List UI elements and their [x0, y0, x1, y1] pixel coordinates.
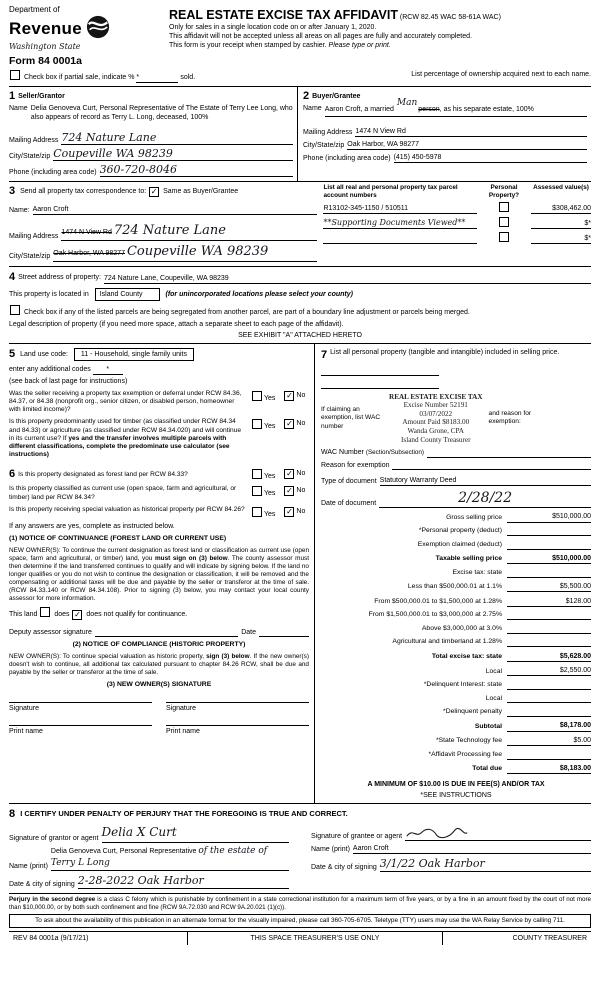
- segregated-checkbox[interactable]: [10, 305, 20, 315]
- notice-compliance-title: (2) NOTICE OF COMPLIANCE (HISTORIC PROPERTY): [72, 640, 246, 648]
- fin-label-delinquent-interest: *Delinquent Interest: state: [423, 681, 502, 689]
- county-treasurer-label: COUNTY TREASURER: [512, 934, 587, 942]
- buyer-name-part1: Aaron Croft, a married: [324, 105, 396, 113]
- correspondence-name-value[interactable]: Aaron Croft: [33, 205, 318, 215]
- form-header: [9, 5, 591, 53]
- form-title: REAL ESTATE EXCISE TAX AFFIDAVIT: [169, 8, 398, 22]
- dor-logo-block: [9, 5, 159, 53]
- q6b-yes-checkbox[interactable]: [252, 486, 262, 496]
- street-address-value[interactable]: 724 Nature Lane, Coupeville, WA 98239: [104, 274, 591, 284]
- notice2-pre: NEW OWNER(S): To continue special valuation as historic property,: [9, 652, 207, 660]
- fin-value-gross[interactable]: $510,000.00: [507, 512, 591, 522]
- grantee-print-name-value[interactable]: Aaron Croft: [353, 844, 591, 854]
- grantee-signature-scribble: [405, 832, 469, 839]
- no-label: No: [296, 507, 306, 515]
- new-owner-signature-1[interactable]: Signature: [9, 702, 152, 713]
- q5a-no-checkbox[interactable]: ✓: [286, 390, 293, 400]
- legal-description-value[interactable]: SEE EXHIBIT "A" ATTACHED HERETO: [238, 332, 362, 340]
- partial-sale-label: Check box if partial sale, indicate %: [23, 73, 135, 81]
- deputy-date-field[interactable]: [259, 628, 309, 637]
- parcel-table: [323, 184, 591, 261]
- fin-value-agricultural[interactable]: [507, 638, 591, 647]
- fin-value-exemption-deduct[interactable]: [507, 541, 591, 550]
- fin-value-taxable[interactable]: $510,000.00: [507, 554, 591, 564]
- notice1-post: . The county assessor must then determine if the land transferred continues to qualify and will indicate by signing below. If the land no longer qualifies or you do not wish to continue the designation or classification, it will be removed and the compensating or additional taxes will be due and payable by the seller or transferor at the time of sale. (RCW 84.33.140 or RCW 84.34.108). Prior to signing (3) below, you may contact your local county assessor for more information.: [9, 554, 309, 602]
- fin-label-tier3: From $1,500,000.01 to $3,000,000 at 2.75%: [368, 611, 502, 619]
- personal-property-list-label: List all personal property (tangible and intangible) included in selling price.: [330, 349, 560, 357]
- washington-state-label: Washington State: [9, 42, 81, 52]
- fin-label-tier2: From $500,000.01 to $1,500,000 at 1.28%: [374, 597, 502, 605]
- fin-label-delinquent-local: Local: [485, 694, 502, 702]
- grantor-date-city-value[interactable]: 2-28-2022 Oak Harbor: [77, 873, 204, 887]
- partial-sale-row: [9, 70, 591, 87]
- fin-label-exemption-deduct: Exemption claimed (deduct): [417, 540, 502, 548]
- seller-city-label: City/State/zip: [9, 153, 51, 161]
- deputy-assessor-signature-field[interactable]: [95, 628, 238, 637]
- correspondence-city-struck: Oak Harbor, WA 98277: [53, 249, 125, 257]
- fin-label-taxable: Taxable selling price: [435, 555, 502, 563]
- exemption-claim-text-2: and reason for exemption:: [488, 409, 532, 426]
- if-yes-note: If any answers are yes, complete as instructed below.: [9, 522, 175, 530]
- grantee-signature[interactable]: [405, 827, 591, 841]
- fin-label-tier4: Above $3,000,000 at 3.0%: [421, 624, 502, 632]
- fin-label-excise-state: Excise tax: state: [452, 568, 502, 576]
- land-use-code-value[interactable]: 11 - Household, single family units: [74, 348, 194, 361]
- property-address-section: [9, 267, 591, 345]
- section-5-number: 5: [9, 348, 16, 361]
- partial-sale-percent-field[interactable]: *: [136, 73, 178, 83]
- fin-value-excise-state[interactable]: [507, 569, 591, 578]
- see-back-note: (see back of last page for instructions): [9, 377, 128, 385]
- fin-value-personal-deduct[interactable]: [507, 527, 591, 536]
- grantor-signature[interactable]: Delia X Curt: [101, 824, 177, 839]
- does-label: does: [54, 610, 70, 618]
- seller-grantor-title: Seller/Grantor: [18, 92, 65, 100]
- yes-label: Yes: [264, 423, 276, 431]
- minimum-fee-note: A MINIMUM OF $10.00 IS DUE IN FEE(S) AND/OR TAX: [367, 781, 545, 789]
- yes-label: Yes: [264, 490, 276, 498]
- exemption-claim-text-1: If claiming an exemption, list WAC number: [321, 405, 381, 430]
- section-4-number: 4: [9, 270, 16, 283]
- correspondence-block: [9, 184, 323, 261]
- no-label: No: [296, 391, 306, 399]
- new-owner-print-name-1[interactable]: Print name: [9, 725, 152, 736]
- notice2-post: . If the new owner(s) doesn't wish to continue, all additional tax calculated pursuant to chapter 84.26 RCW, shall be due and payable by the seller or transferor at the time of sale.: [9, 652, 310, 676]
- fin-label-delinquent-penalty: *Delinquent penalty: [443, 708, 502, 716]
- seller-buyer-section: [9, 87, 591, 183]
- grantor-signature-label: Signature of grantor or agent: [9, 835, 99, 843]
- yes-label: Yes: [264, 510, 276, 518]
- fin-label-tier1: Less than $500,000.01 at 1.1%: [407, 583, 502, 591]
- personal-property-checkbox-2[interactable]: [499, 217, 509, 227]
- land-use-code-label: Land use code:: [20, 351, 68, 359]
- perjury-bold-text: Perjury in the second degree: [9, 896, 96, 903]
- seller-mailing-label: Mailing Address: [9, 137, 59, 145]
- buyer-phone-value[interactable]: (415) 450-5978: [394, 153, 587, 163]
- alternate-format-notice: To ask about the availability of this publication in an alternate format for the visually impaired, please call 360-705-6705. Teletype (TTY) users may use the WA Relay Service by calling 711.: [9, 914, 591, 928]
- q5a-yes-checkbox[interactable]: [252, 391, 262, 401]
- stamp-treasurer-name: Wanda Grone, CPA: [407, 427, 464, 436]
- q5b-yes-checkbox[interactable]: [252, 419, 262, 429]
- forest-land-question: Is this property designated as forest land per RCW 84.33?: [18, 470, 188, 478]
- rev-form-number: REV 84 0001a (9/17/21): [13, 934, 89, 942]
- buyer-grantee-title: Buyer/Grantee: [312, 92, 361, 100]
- seller-name-label: Name: [9, 104, 28, 112]
- date-of-document-label: Date of document: [321, 499, 377, 507]
- wac-number-field[interactable]: [427, 449, 591, 458]
- current-use-question: Is this property classified as current use (open space, farm and agricultural, or timber) land per RCW 84.34?: [9, 485, 237, 501]
- fin-label-tech-fee: *State Technology fee: [435, 737, 502, 745]
- fin-label-total-due: Total due: [472, 765, 502, 773]
- no-label: No: [296, 469, 306, 477]
- legal-description-label: Legal description of property (if you need more space, attach a separate sheet to each page of the affidavit).: [9, 321, 344, 329]
- fin-value-tier4[interactable]: [507, 625, 591, 634]
- dept-of-label: Department of: [9, 5, 60, 14]
- form-title-rcw: (RCW 82.45 WAC 58-61A WAC): [399, 14, 501, 21]
- notice1-pre: NEW OWNER(S): To continue the current designation as forest land or classification as current use (open space, farm and agricultural, or timber) land, you: [9, 546, 309, 562]
- correspondence-city-value[interactable]: [53, 244, 317, 262]
- fin-value-tier1[interactable]: $5,500.00: [507, 582, 591, 592]
- buyer-city-label: City/State/zip: [303, 141, 345, 149]
- parcel-number-2[interactable]: **Supporting Documents Viewed**: [323, 218, 477, 229]
- section-6-number: 6: [9, 467, 16, 480]
- fin-label-gross: Gross selling price: [446, 513, 502, 521]
- parcel-number-1[interactable]: R13102-345-1150 / 510511: [323, 204, 477, 214]
- grantee-date-city-label: Date & city of signing: [311, 864, 377, 872]
- seller-grantor-block: [9, 87, 297, 182]
- notice2-bold: sign (3) below: [206, 652, 250, 660]
- new-owner-print-name-2[interactable]: Print name: [166, 725, 309, 736]
- reason-for-exemption-field[interactable]: [392, 461, 591, 470]
- fin-value-total-state[interactable]: $5,628.00: [507, 652, 591, 662]
- deputy-assessor-label: Deputy assessor signature: [9, 628, 92, 636]
- stamp-amount-paid: Amount Paid $8183.00: [402, 418, 470, 427]
- revenue-wordmark: Revenue: [9, 18, 82, 38]
- fin-label-personal-deduct: *Personal property (deduct): [418, 527, 502, 535]
- form-number: Form 84 0001a: [9, 54, 82, 67]
- bottom-bar: [9, 931, 591, 945]
- header-note-1: Only for sales in a single location code on or after January 1, 2020.: [169, 24, 377, 32]
- this-land-label: This land: [9, 610, 38, 618]
- q5b-no-checkbox[interactable]: ✓: [286, 419, 293, 429]
- deputy-date-label: Date: [241, 628, 256, 636]
- title-block: [169, 5, 591, 53]
- timber-agriculture-question: [9, 418, 251, 459]
- stamp-area: [321, 393, 591, 445]
- certify-statement: I CERTIFY UNDER PENALTY OF PERJURY THAT THE FOREGOING IS TRUE AND CORRECT.: [20, 809, 348, 819]
- fin-value-total-due[interactable]: $8,183.00: [507, 764, 591, 774]
- segregated-label: Check box if any of the listed parcels are being segregated from another parcel, are part of a boundary line adjustment or parcels being merged.: [23, 308, 470, 316]
- notice-continuance-title: (1) NOTICE OF CONTINUANCE (FOREST LAND OR CURRENT USE): [9, 534, 227, 542]
- treasurer-stamp: [389, 393, 483, 445]
- header-note-2: This affidavit will not be accepted unless all areas on all pages are fully and accurately completed.: [169, 33, 472, 41]
- assessed-value-1[interactable]: $308,462.00: [531, 204, 591, 214]
- property-located-label: This property is located in: [9, 290, 89, 298]
- grantor-print-name-value[interactable]: [51, 846, 289, 870]
- buyer-name-label: Name: [303, 104, 322, 112]
- section-3-number: 3: [9, 185, 16, 198]
- correspondence-mailing-label: Mailing Address: [9, 232, 59, 240]
- wac-subsection-label: (Section/Subsection): [365, 449, 424, 457]
- additional-codes-label: enter any additional codes: [9, 365, 91, 373]
- assessed-value-3[interactable]: $*: [531, 234, 591, 244]
- buyer-name-value[interactable]: [324, 97, 587, 117]
- fin-label-agricultural: Agricultural and timberland at 1.28%: [392, 638, 502, 646]
- personal-property-blank-2[interactable]: [321, 379, 439, 389]
- correspondence-city-handwritten: Coupeville WA 98239: [126, 243, 269, 259]
- type-of-document-value[interactable]: Statutory Warranty Deed: [380, 476, 591, 486]
- grantee-print-name-label: Name (print): [311, 845, 350, 853]
- fin-label-local: Local: [485, 667, 502, 675]
- assessed-value-2[interactable]: $*: [531, 219, 591, 229]
- fin-value-subtotal[interactable]: $8,178.00: [507, 721, 591, 731]
- header-note-3: This form is your receipt when stamped by cashier.: [169, 42, 327, 50]
- fin-value-delinquent-interest[interactable]: [507, 681, 591, 690]
- fin-label-total-state: Total excise tax: state: [431, 653, 502, 661]
- fin-value-delinquent-local[interactable]: [507, 694, 591, 703]
- timber-question-normal: Is this property predominantly used for timber (as classified under RCW 84.34 and 84.33) or agriculture (as classified under RCW 84.34.020) and will continue in its current use? If: [9, 418, 242, 442]
- perjury-notice: [9, 894, 591, 914]
- left-column: [9, 344, 315, 803]
- seller-name-value[interactable]: Delia Genoveva Curt, Personal Representative of The Estate of Terry Lee Long, who also appears of record as Terry L. Long, deceased, 100%: [30, 104, 293, 121]
- grantor-signature-block: [9, 824, 289, 889]
- q6b-no-checkbox[interactable]: ✓: [286, 486, 293, 496]
- timber-question-bold: yes and the transfer involves multiple parcels with different classifications, complete the predominate use calculator (see instructions): [9, 434, 230, 459]
- does-not-checkbox[interactable]: ✓: [74, 609, 81, 619]
- fin-value-processing-fee[interactable]: [507, 751, 591, 760]
- section-1-number: 1: [9, 89, 16, 102]
- correspondence-mailing-value[interactable]: [61, 223, 317, 241]
- personal-property-checkbox-3[interactable]: [499, 232, 509, 242]
- wac-number-label: WAC Number: [321, 449, 364, 457]
- stamp-date: 03/07/2022: [419, 409, 453, 418]
- buyer-mailing-value[interactable]: 1474 N View Rd: [355, 127, 587, 137]
- q6c-no-checkbox[interactable]: ✓: [286, 506, 293, 516]
- stamp-excise-number: Excise Number 52191: [403, 401, 468, 410]
- partial-sale-label-2: sold.: [180, 73, 196, 81]
- treasurer-use-only-label: THIS SPACE TREASURER'S USE ONLY: [187, 932, 443, 945]
- section-8-number: 8: [9, 808, 16, 821]
- excise-tax-column: [315, 344, 591, 803]
- notice-continuance-body: [9, 547, 309, 603]
- buyer-name-struck-word: person: [418, 105, 440, 113]
- seller-mailing-value[interactable]: 724 Nature Lane: [61, 131, 157, 145]
- type-of-document-label: Type of document: [321, 477, 377, 485]
- ownership-note: List percentage of ownership acquired next to each name.: [411, 70, 591, 78]
- grantor-print-name-text: Delia Genoveva Curt, Personal Representative: [50, 848, 197, 856]
- grantee-date-city-value[interactable]: 3/1/22 Oak Harbor: [379, 856, 485, 870]
- historic-property-question: Is this property receiving special valuation as historical property per RCW 84.26?: [9, 505, 245, 513]
- type-or-print-note: Please type or print.: [328, 42, 391, 50]
- tax-correspondence-section: [9, 182, 591, 266]
- send-correspondence-label: Send all property tax correspondence to:: [20, 188, 147, 196]
- middle-columns: [9, 344, 591, 804]
- notice-compliance-body: [9, 653, 309, 677]
- no-label: No: [296, 487, 306, 495]
- stamp-title: REAL ESTATE EXCISE TAX: [389, 392, 483, 401]
- seller-city-value[interactable]: Coupeville WA 98239: [53, 147, 173, 161]
- exemption-deferral-question: Was the seller receiving a property tax exemption or deferral under RCW 84.36, 84.37, or 84.38 (nonprofit org., senior citizen, or disabled person, homeowner with limited income)?: [9, 389, 242, 414]
- county-note: (for unincorporated locations please select your county): [165, 290, 353, 298]
- buyer-city-value[interactable]: Oak Harbor, WA 98277: [347, 140, 587, 150]
- q6a-yes-checkbox[interactable]: [252, 469, 262, 479]
- correspondence-mailing-handwritten: 724 Nature Lane: [113, 222, 227, 238]
- dor-logo-icon: [86, 15, 110, 42]
- q6a-no-checkbox[interactable]: ✓: [286, 468, 293, 478]
- stamp-treasurer-title: Island County Treasurer: [401, 435, 471, 444]
- correspondence-name-label: Name:: [9, 206, 30, 214]
- grantee-signature-block: [311, 824, 591, 889]
- does-not-label: does not qualify for continuance.: [86, 610, 188, 618]
- assessed-value-col-header: Assessed value(s): [533, 184, 589, 192]
- q6c-yes-checkbox[interactable]: [252, 507, 262, 517]
- certification-section: [9, 804, 591, 894]
- buyer-phone-label: Phone (including area code): [303, 154, 391, 162]
- buyer-grantee-block: [297, 87, 591, 182]
- same-as-buyer-checkbox[interactable]: ✓: [150, 187, 158, 197]
- fin-value-local[interactable]: $2,550.00: [507, 666, 591, 676]
- fin-label-processing-fee: *Affidavit Processing fee: [428, 750, 502, 758]
- personal-property-col-header: Personal Property?: [488, 184, 520, 199]
- same-as-buyer-label: Same as Buyer/Grantee: [163, 188, 239, 196]
- grantor-date-city-label: Date & city of signing: [9, 880, 75, 888]
- new-owners-signature-title: (3) NEW OWNER(S) SIGNATURE: [106, 680, 212, 688]
- see-instructions-note: *SEE INSTRUCTIONS: [420, 792, 492, 800]
- new-owner-signature-2[interactable]: Signature: [166, 702, 309, 713]
- additional-codes-field[interactable]: *: [93, 365, 123, 375]
- seller-phone-value[interactable]: 360-720-8046: [99, 163, 177, 177]
- county-select[interactable]: Island County: [95, 288, 160, 301]
- correspondence-mailing-struck: 1474 N View Rd: [61, 228, 112, 236]
- grantee-signature-label: Signature of grantee or agent: [311, 832, 403, 840]
- grantor-name-handwritten-addition: of the estate of Terry L Long: [50, 846, 268, 869]
- correspondence-city-label: City/State/zip: [9, 253, 51, 261]
- no-label: No: [296, 420, 306, 428]
- perjury-body-text: is a class C felony which is punishable by confinement in a state correctional institution for a maximum term of five years, or by a fine in an amount fixed by the court of not more than $10,000.00, or by both such confinement and fine (RCW 9A.72.030 and RCW 9A.20.021 (1)(c)).: [9, 896, 591, 911]
- date-of-document-value[interactable]: 2/28/22: [458, 489, 513, 506]
- fin-label-subtotal: Subtotal: [474, 722, 502, 730]
- personal-property-blank-1[interactable]: [321, 366, 439, 376]
- reason-for-exemption-label: Reason for exemption: [321, 461, 390, 469]
- does-checkbox[interactable]: [40, 607, 50, 617]
- fin-value-tech-fee[interactable]: $5.00: [507, 736, 591, 746]
- partial-sale-checkbox[interactable]: [10, 70, 20, 80]
- fin-value-tier3[interactable]: [507, 611, 591, 620]
- buyer-mailing-label: Mailing Address: [303, 128, 353, 136]
- notice1-bold: must sign on (3) below: [154, 554, 228, 562]
- parcel-col-header: List all real and personal property tax parcel account numbers: [323, 184, 458, 199]
- fin-value-delinquent-penalty[interactable]: [507, 708, 591, 717]
- grantor-print-name-label: Name (print): [9, 862, 48, 870]
- buyer-name-handwritten-correction: Man: [396, 97, 418, 108]
- seller-phone-label: Phone (including area code): [9, 169, 97, 177]
- yes-label: Yes: [264, 472, 276, 480]
- personal-property-checkbox-1[interactable]: [499, 202, 509, 212]
- section-2-number: 2: [303, 89, 310, 102]
- buyer-name-part2: , as his separate estate, 100%: [439, 105, 534, 113]
- yes-label: Yes: [264, 394, 276, 402]
- street-address-label: Street address of property:: [18, 273, 102, 281]
- fin-value-tier2[interactable]: $128.00: [507, 597, 591, 607]
- parcel-number-3[interactable]: [323, 234, 477, 244]
- section-7-number: 7: [321, 349, 328, 362]
